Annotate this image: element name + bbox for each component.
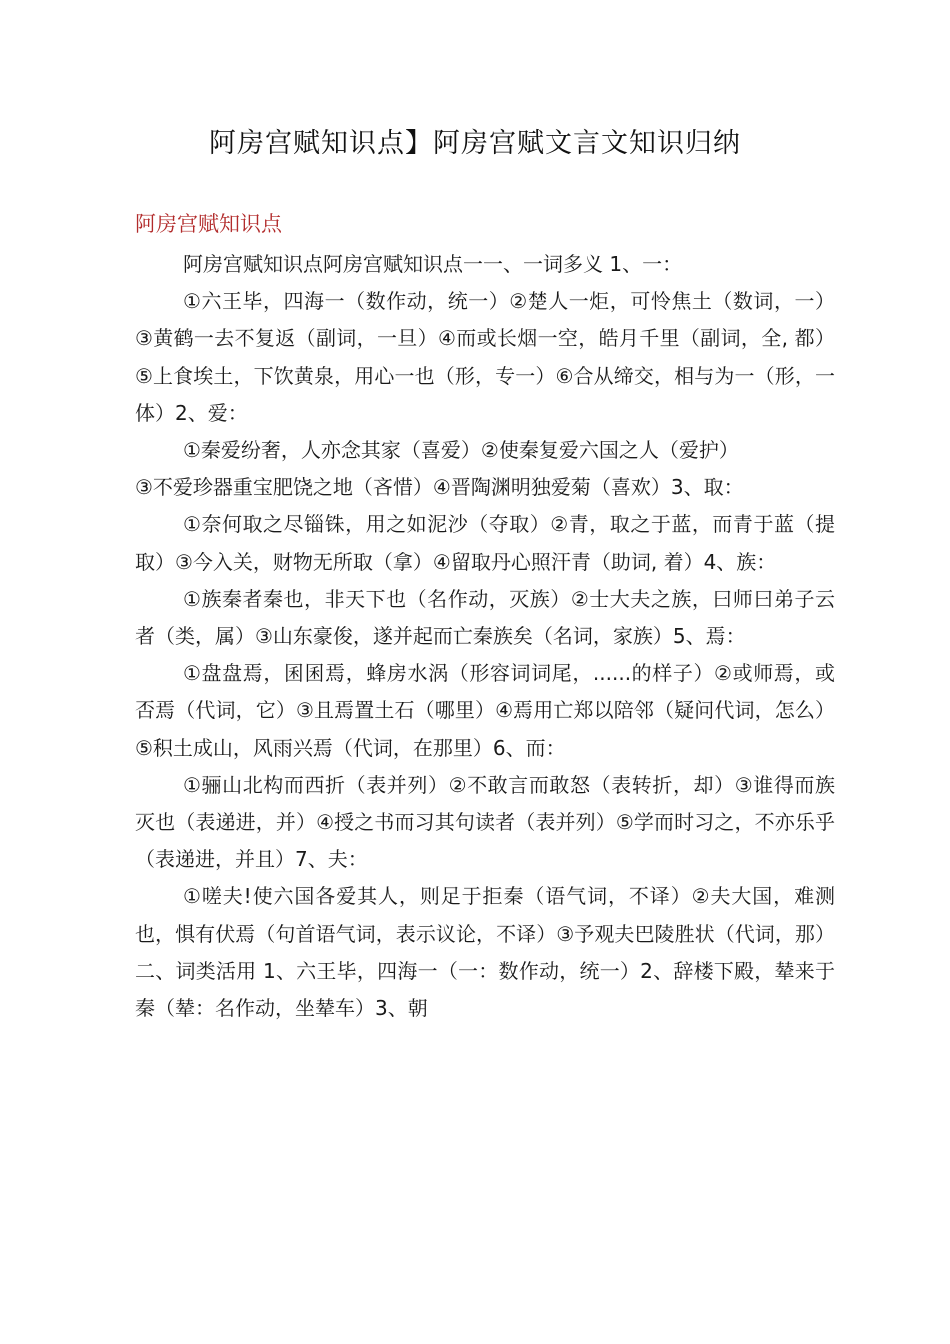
paragraph: ①六王毕，四海一（数作动，统一）②楚人一炬，可怜焦土（数词，一）③黄鹤一去不复返（副词，一旦）④而或长烟一空，皓月千里（副词，全, 都）⑤上食埃土，下饮黄泉，用心一也（形，专一）⑥合从缔交，相与为一（形，一体）2、爱： — [135, 289, 835, 425]
paragraph: ①嗟夫!使六国各爱其人，则足于拒秦（语气词，不译）②夫大国，难测也，惧有伏焉（句首语气词，表示议论，不译）③予观夫巴陵胜状（代词，那）二、词类活用 1、六王毕，四海一（一：数作动，统一）2、辞楼下殿，辇来于秦（辇：名作动，坐辇车）3、朝 — [135, 884, 835, 1021]
paragraph: ①族秦者秦也，非天下也（名作动，灭族）②士大夫之族，曰师曰弟子云者（类，属）③山东豪俊，遂并起而亡秦族矣（名词，家族）5、焉： — [135, 586, 835, 649]
paragraph: ①盘盘焉，囷囷焉，蜂房水涡（形容词词尾，......的样子）②或师焉，或否焉（代词，它）③且焉置土石（哪里）④焉用亡郑以陪邻（疑问代词，怎么）⑤积土成山，风雨兴焉（代词，在那里）6、而： — [135, 661, 835, 760]
paragraph: ③不爱珍器重宝肥饶之地（吝惜）④晋陶渊明独爱菊（喜欢）3、取： — [135, 475, 744, 500]
document-body — [135, 246, 835, 1027]
section-heading: 阿房宫赋知识点 — [135, 212, 282, 236]
paragraph: ①骊山北构而西折（表并列）②不敢言而敢怒（表转折，却）③谁得而族灭也（表递进，并）④授之书而习其句读者（表并列）⑤学而时习之，不亦乐乎（表递进，并且）7、夫： — [135, 772, 835, 872]
document-title: 阿房宫赋知识点】阿房宫赋文言文知识归纳 — [209, 128, 741, 159]
paragraph: ①奈何取之尽锱铢，用之如泥沙（夺取）②青，取之于蓝，而青于蓝（提取）③今入关，财物无所取（拿）④留取丹心照汗青（助词, 着）4、族： — [135, 512, 835, 574]
paragraph: ①秦爱纷奢，人亦念其家（喜爱）②使秦复爱六国之人（爱护） — [183, 438, 739, 463]
paragraph: 阿房宫赋知识点阿房宫赋知识点一一、一词多义 1、一： — [183, 252, 683, 276]
